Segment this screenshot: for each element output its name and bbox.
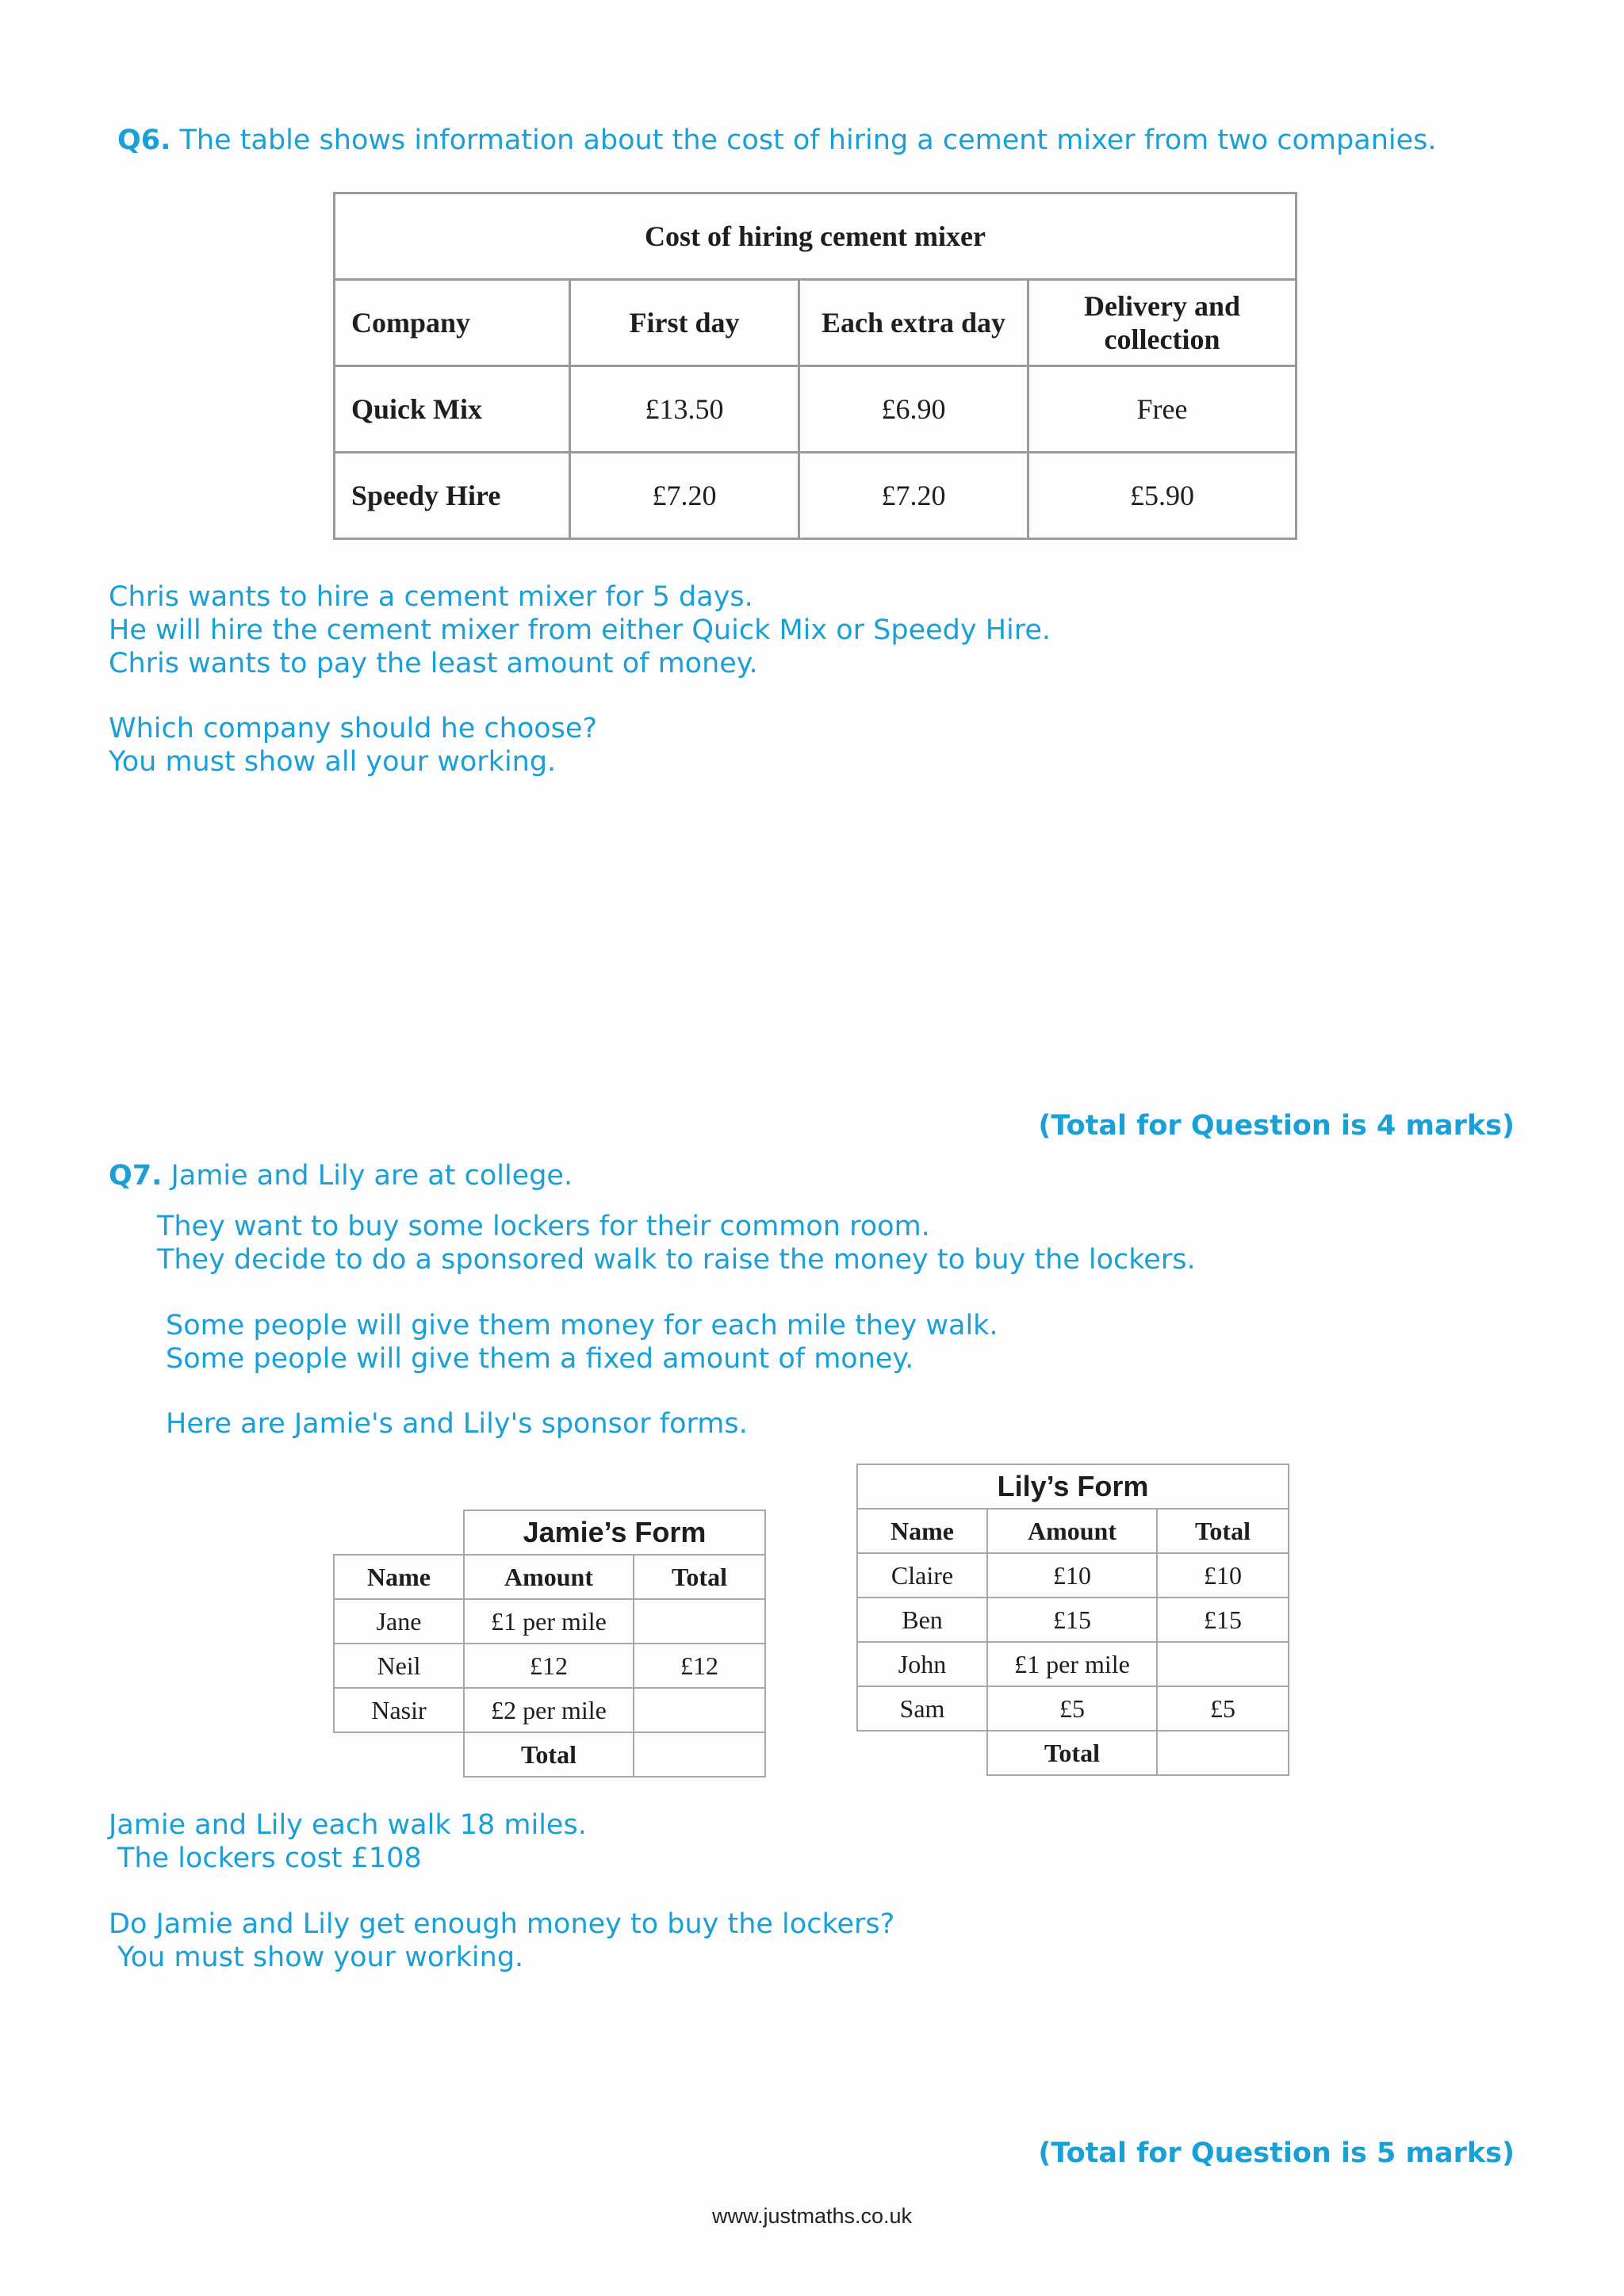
sponsor-name: Jane bbox=[334, 1599, 464, 1644]
q7-line: Some people will give them a fixed amount of money. bbox=[166, 1343, 914, 1375]
header-each-extra-day: Each extra day bbox=[799, 280, 1028, 366]
form-total-value bbox=[634, 1732, 765, 1777]
cost-table-header-row bbox=[335, 280, 1297, 366]
form-header-amount: Amount bbox=[987, 1509, 1157, 1553]
q7-intro: Jamie and Lily are at college. bbox=[170, 1160, 573, 1192]
q7-total-marks: (Total for Question is 5 marks) bbox=[1038, 2137, 1515, 2169]
sponsor-name: Sam bbox=[857, 1686, 987, 1731]
q6-total-marks: (Total for Question is 4 marks) bbox=[1038, 1110, 1515, 1142]
sponsor-name: John bbox=[857, 1642, 987, 1686]
table-row bbox=[335, 453, 1297, 539]
lily-form-title: Lily’s Form bbox=[857, 1464, 1289, 1509]
q7-line: They want to buy some lockers for their common room. bbox=[157, 1211, 930, 1242]
sponsor-amount: £12 bbox=[464, 1644, 634, 1688]
q6-line: You must show all your working. bbox=[109, 746, 557, 778]
sponsor-name: Ben bbox=[857, 1598, 987, 1642]
q7-number: Q7. bbox=[109, 1160, 163, 1192]
delivery-cost: £5.90 bbox=[1028, 453, 1297, 539]
sponsor-total: £10 bbox=[1157, 1553, 1289, 1598]
extra-day-cost: £6.90 bbox=[799, 366, 1028, 453]
table-row bbox=[857, 1598, 1289, 1642]
sponsor-total: £5 bbox=[1157, 1686, 1289, 1731]
q7-line: Jamie and Lily each walk 18 miles. bbox=[109, 1809, 587, 1841]
form-header-row bbox=[334, 1555, 765, 1599]
q7-line: Do Jamie and Lily get enough money to buy the lockers? bbox=[109, 1908, 895, 1940]
header-delivery: Delivery and collection bbox=[1028, 280, 1297, 366]
footer-url: www.justmaths.co.uk bbox=[711, 2204, 913, 2228]
form-total-label: Total bbox=[464, 1732, 634, 1777]
q6-number: Q6. bbox=[117, 124, 171, 156]
table-row bbox=[335, 366, 1297, 453]
sponsor-amount: £5 bbox=[987, 1686, 1157, 1731]
form-total-row bbox=[334, 1732, 765, 1777]
table-row bbox=[334, 1599, 765, 1644]
sponsor-amount: £1 per mile bbox=[987, 1642, 1157, 1686]
table-row bbox=[857, 1553, 1289, 1598]
q7-line: The lockers cost £108 bbox=[117, 1843, 422, 1874]
sponsor-name: Neil bbox=[334, 1644, 464, 1688]
sponsor-total bbox=[634, 1688, 765, 1732]
form-total-label: Total bbox=[987, 1731, 1157, 1775]
table-row bbox=[334, 1644, 765, 1688]
q7-line: You must show your working. bbox=[117, 1942, 524, 1973]
q6-line: Which company should he choose? bbox=[109, 713, 598, 744]
delivery-cost: Free bbox=[1028, 366, 1297, 453]
cost-table bbox=[333, 192, 1297, 540]
sponsor-total: £15 bbox=[1157, 1598, 1289, 1642]
form-header-name: Name bbox=[857, 1509, 987, 1553]
form-header-amount: Amount bbox=[464, 1555, 634, 1599]
header-first-day: First day bbox=[570, 280, 799, 366]
form-header-total: Total bbox=[634, 1555, 765, 1599]
header-company: Company bbox=[335, 280, 570, 366]
q6-heading bbox=[117, 124, 1437, 157]
table-row bbox=[857, 1686, 1289, 1731]
q6-line: Chris wants to hire a cement mixer for 5 days. bbox=[109, 581, 753, 613]
sponsor-total bbox=[1157, 1642, 1289, 1686]
first-day-cost: £13.50 bbox=[570, 366, 799, 453]
extra-day-cost: £7.20 bbox=[799, 453, 1028, 539]
form-header-row bbox=[857, 1509, 1289, 1553]
lily-sponsor-form bbox=[856, 1464, 1289, 1776]
sponsor-amount: £15 bbox=[987, 1598, 1157, 1642]
first-day-cost: £7.20 bbox=[570, 453, 799, 539]
sponsor-name: Nasir bbox=[334, 1688, 464, 1732]
jamie-form-title: Jamie’s Form bbox=[464, 1510, 765, 1555]
q6-line: He will hire the cement mixer from either Quick Mix or Speedy Hire. bbox=[109, 614, 1051, 646]
company-name: Speedy Hire bbox=[335, 453, 570, 539]
sponsor-amount: £10 bbox=[987, 1553, 1157, 1598]
form-header-total: Total bbox=[1157, 1509, 1289, 1553]
sponsor-name: Claire bbox=[857, 1553, 987, 1598]
sponsor-amount: £2 per mile bbox=[464, 1688, 634, 1732]
sponsor-total bbox=[634, 1599, 765, 1644]
sponsor-amount: £1 per mile bbox=[464, 1599, 634, 1644]
table-row bbox=[334, 1688, 765, 1732]
form-total-row bbox=[857, 1731, 1289, 1775]
q7-line: They decide to do a sponsored walk to raise the money to buy the lockers. bbox=[157, 1244, 1196, 1276]
q6-line: Chris wants to pay the least amount of money. bbox=[109, 648, 758, 679]
company-name: Quick Mix bbox=[335, 366, 570, 453]
q7-heading bbox=[109, 1159, 573, 1192]
q7-line: Some people will give them money for each mile they walk. bbox=[166, 1310, 998, 1341]
sponsor-total: £12 bbox=[634, 1644, 765, 1688]
form-header-name: Name bbox=[334, 1555, 464, 1599]
table-row bbox=[857, 1642, 1289, 1686]
jamie-sponsor-form bbox=[333, 1510, 766, 1777]
q7-line: Here are Jamie's and Lily's sponsor forms. bbox=[166, 1408, 748, 1440]
cost-table-title: Cost of hiring cement mixer bbox=[335, 193, 1297, 280]
q6-intro: The table shows information about the cost of hiring a cement mixer from two companies. bbox=[179, 124, 1437, 156]
form-total-value bbox=[1157, 1731, 1289, 1775]
